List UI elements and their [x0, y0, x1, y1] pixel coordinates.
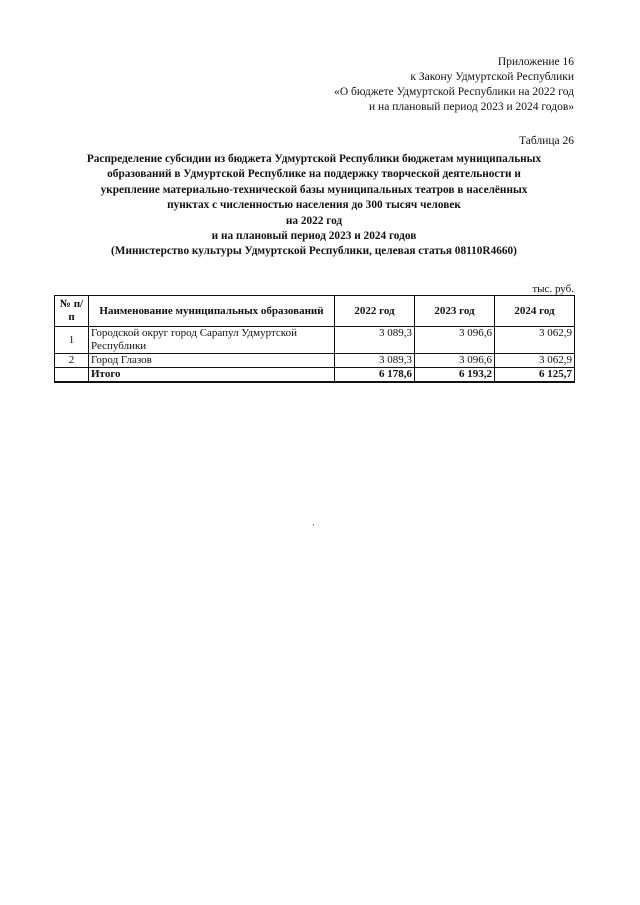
heading-line: образований в Удмуртской Республике на поддержку творческой деятельности и [107, 168, 521, 181]
appendix-line: и на плановый период 2023 и 2024 годов» [369, 101, 574, 113]
row-number: 2 [55, 354, 89, 368]
row-value-2024: 3 062,9 [495, 327, 575, 354]
subsidies-table [54, 295, 575, 383]
total-value-2024: 6 125,7 [495, 368, 575, 383]
heading-line: и на плановый период 2023 и 2024 годов [211, 230, 417, 243]
heading-ministry-line: (Министерство культуры Удмуртской Республики, целевая статья 08110R4660) [111, 245, 517, 258]
appendix-line: к Закону Удмуртской Республики [410, 71, 574, 83]
heading-line: укрепление материально-технической базы муниципальных театров в населённых [100, 183, 528, 196]
header-2023: 2023 год [415, 296, 495, 327]
row-number: 1 [55, 327, 89, 354]
document-heading [40, 152, 588, 260]
total-number-cell [55, 368, 89, 383]
appendix-line: Приложение 16 [497, 56, 574, 68]
header-2022: 2022 год [335, 296, 415, 327]
total-value-2022: 6 178,6 [335, 368, 415, 383]
header-2024: 2024 год [495, 296, 575, 327]
row-value-2024: 3 062,9 [495, 354, 575, 368]
row-value-2023: 3 096,6 [415, 327, 495, 354]
heading-line: на 2022 год [285, 214, 343, 227]
table-row [55, 354, 575, 368]
total-label: Итого [89, 368, 335, 383]
row-name: Город Глазов [89, 354, 335, 368]
table-total-row [55, 368, 575, 383]
appendix-block [334, 55, 574, 115]
row-value-2022: 3 089,3 [335, 327, 415, 354]
table-number: Таблица 26 [519, 135, 574, 147]
total-value-2023: 6 193,2 [415, 368, 495, 383]
header-number: № п/п [55, 296, 89, 327]
scan-speck [313, 524, 314, 526]
row-name: Городской округ город Сарапул Удмуртской Республики [89, 327, 335, 354]
header-name: Наименование муниципальных образований [89, 296, 335, 327]
heading-line: Распределение субсидии из бюджета Удмуртской Республики бюджетам муниципальных [86, 153, 542, 165]
row-value-2022: 3 089,3 [335, 354, 415, 368]
units-label: тыс. руб. [532, 283, 574, 295]
heading-line: пунктах с численностью населения до 300 тысяч человек [167, 199, 461, 212]
row-value-2023: 3 096,6 [415, 354, 495, 368]
table-header-row [55, 296, 575, 327]
table-row [55, 327, 575, 354]
appendix-line: «О бюджете Удмуртской Республики на 2022 год [334, 86, 574, 98]
